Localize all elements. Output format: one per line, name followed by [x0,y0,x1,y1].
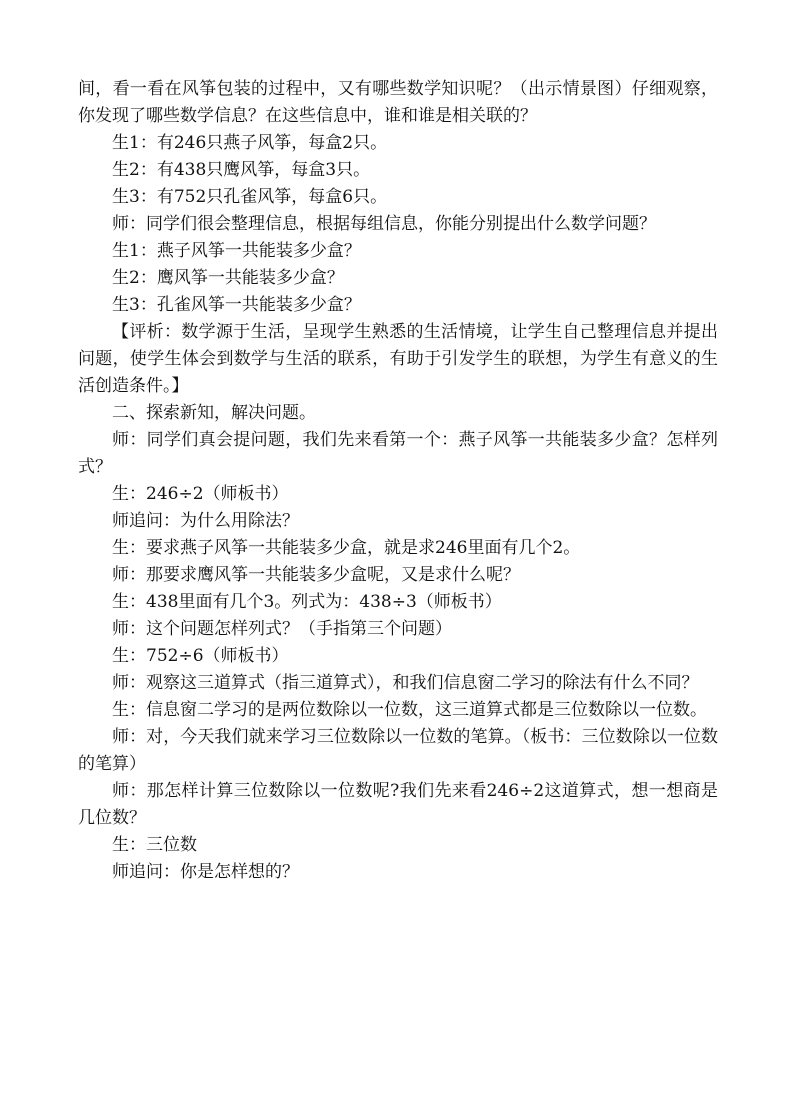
student1-question: 生1：燕子风筝一共能装多少盒？ [112,241,361,261]
commentary-paragraph: 【评析：数学源于生活，呈现学生熟悉的生活情境，让学生自己整理信息并提出问题，使学生体会到数学与生活的联系，有助于引发学生的联想，为学生有意义的生活创造条件。】 [78,322,718,396]
student2-info: 生2：有438只鹰风筝，每盒3只。 [112,160,371,180]
student-expression-438: 生：438里面有几个3。列式为：438÷3（师板书） [112,592,502,612]
document-page [78,76,718,886]
teacher-topic-intro: 师：对，今天我们就来学习三位数除以一位数的笔算。（板书：三位数除以一位数的笔算） [78,727,718,774]
teacher-first-question: 师：同学们真会提问题，我们先来看第一个：燕子风筝一共能装多少盒？怎样列式？ [78,430,718,477]
student-expression-752: 生：752÷6（师板书） [112,646,289,666]
teacher-how-think: 师追问：你是怎样想的？ [112,862,299,882]
teacher-third-question: 师：这个问题怎样列式？（手指第三个问题） [112,619,452,639]
student3-info: 生3：有752只孔雀风筝，每盒6只。 [112,187,388,207]
student2-question: 生2：鹰风筝一共能装多少盒？ [112,268,344,288]
paragraph-intro: 间，看一看在风筝包装的过程中，又有哪些数学知识呢？（出示情景图）仔细观察，你发现了哪些数学信息？在这些信息中，谁和谁是相关联的？ [78,79,718,126]
student-three-digit: 生：三位数 [112,835,197,855]
teacher-eagle-question: 师：那要求鹰风筝一共能装多少盒呢，又是求什么呢？ [112,565,520,585]
section-heading: 二、探索新知，解决问题。 [112,403,316,423]
teacher-prompt-question: 师：同学们很会整理信息，根据每组信息，你能分别提出什么数学问题？ [112,214,656,234]
teacher-why-division: 师追问：为什么用除法？ [112,511,299,531]
student-explanation-246: 生：要求燕子风筝一共能装多少盒，就是求246里面有几个2。 [112,538,581,558]
teacher-quotient-question: 师：那怎样计算三位数除以一位数呢?我们先来看246÷2这道算式，想一想商是几位数？ [78,781,718,828]
student-compare-answer: 生：信息窗二学习的是两位数除以一位数，这三道算式都是三位数除以一位数。 [112,700,707,720]
student1-info: 生1：有246只燕子风筝，每盒2只。 [112,133,388,153]
teacher-compare-question: 师：观察这三道算式（指三道算式），和我们信息窗二学习的除法有什么不同？ [112,673,699,693]
student3-question: 生3：孔雀风筝一共能装多少盒？ [112,295,361,315]
student-expression-246: 生：246÷2（师板书） [112,484,289,504]
